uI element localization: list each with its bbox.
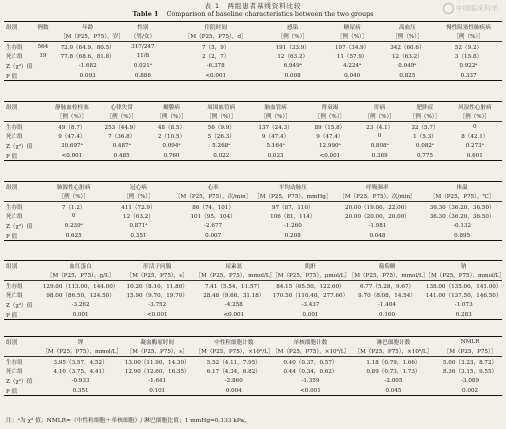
header-cell xyxy=(4,112,49,122)
table-cell: 138.00（135.00，141.00） xyxy=(425,283,502,290)
table-cell: -3.437 xyxy=(301,301,320,308)
table-cell: 3（15.8） xyxy=(454,54,483,61)
table-cell: 141.00（137.50，146.50） xyxy=(425,293,502,300)
header-cell xyxy=(4,32,26,42)
table-cell: 11（57.9） xyxy=(336,54,368,61)
table-cell: 101（95，104） xyxy=(190,214,236,221)
header-row xyxy=(4,192,502,202)
header-cell: 中性粒细胞计数 xyxy=(214,339,254,346)
table-cell: 9（47.4） xyxy=(261,134,290,141)
row-label: P 值 xyxy=(6,233,18,240)
table-cell: 2（10.5） xyxy=(157,134,186,141)
table-block-3 xyxy=(4,181,502,241)
header-cell: 葡萄糖 xyxy=(378,263,396,270)
table-cell: 56（9.9） xyxy=(207,124,235,131)
table-row xyxy=(4,231,502,241)
table-cell: 0.625 xyxy=(65,232,82,239)
table-cell: -1.981 xyxy=(368,222,387,229)
table-cell: 7（5，9） xyxy=(201,44,230,51)
header-cell: ［M（P25，P75），s］ xyxy=(126,349,188,356)
table-cell: 9（47.4） xyxy=(58,134,86,141)
table-row xyxy=(4,71,502,81)
header-cell xyxy=(4,271,42,281)
table-cell: 0.023 xyxy=(267,152,284,159)
table-title-cn: 表 1 两组患者基线资料比较 xyxy=(204,2,302,10)
header-cell: 心率 xyxy=(207,184,219,191)
table-cell: -2.860 xyxy=(224,377,243,384)
header-cell: 糖尿病 xyxy=(343,24,361,31)
table-cell: 77.8（68.6，81.8） xyxy=(60,54,115,61)
table-cell: 23（4.1） xyxy=(366,124,394,131)
table-cell: 52（9.2） xyxy=(454,44,483,51)
header-cell: 风湿性心脏病 xyxy=(458,104,492,111)
table-cell: 30.697ᵃ xyxy=(61,142,83,149)
table-cell: 7（36.8） xyxy=(108,134,136,141)
header-cell xyxy=(4,347,42,357)
table-cell: 12.990ᵃ xyxy=(319,142,341,149)
table-cell: -1.359 xyxy=(301,377,320,384)
header-cell: 体温 xyxy=(456,184,468,191)
table-cell: 5（26.3） xyxy=(207,134,235,141)
header-cell: ［例（%）］ xyxy=(453,34,484,41)
table-cell: 8（42.1） xyxy=(461,134,489,141)
header-cell xyxy=(4,192,44,202)
table-cell: 36.30（36.20，36.50） xyxy=(429,214,495,221)
table-cell: 0.922ᵃ xyxy=(459,62,478,69)
table-cell: 0.871ᵃ xyxy=(129,222,148,229)
table-cell: -3.089 xyxy=(461,377,479,384)
header-cell: ［M（P25，P75），g/L］ xyxy=(46,273,115,280)
header-cell: ［M（P25，P75），℃］ xyxy=(429,194,495,201)
table-cell: 7.41（5.54，11.57） xyxy=(204,283,263,290)
table-cell: 12（63.2） xyxy=(277,54,309,61)
header-cell: 周围血管病 xyxy=(207,104,236,111)
table-cell: 4.10（3.75，4.41） xyxy=(53,369,108,376)
table-cell: 0.760 xyxy=(163,152,180,159)
table-cell: 84.15（65.50，122.60） xyxy=(276,283,345,290)
header-row xyxy=(4,271,502,281)
table-cell: 0.239ᵃ xyxy=(64,222,83,229)
header-cell: 感染 xyxy=(287,24,299,31)
table-cell: -2.005 xyxy=(384,377,403,384)
header-cell: NMLR xyxy=(460,338,480,345)
table-cell: 342（60.6） xyxy=(390,44,425,51)
header-cell: ［例（%）］ xyxy=(156,114,187,121)
table-cell: -3.752 xyxy=(148,301,167,308)
table-cell: 0.351 xyxy=(72,387,89,394)
table-row xyxy=(4,51,502,61)
header-cell: ［M（P25，P75），mmol/L］ xyxy=(348,273,429,280)
table-row xyxy=(4,281,502,291)
header-cell: ［M（P25，P75），mmHg］ xyxy=(254,194,332,201)
header-cell: 凝血酶原时间 xyxy=(140,339,174,346)
table-cell: -0.132 xyxy=(453,222,472,229)
header-cell: 脑血管病 xyxy=(264,104,287,111)
header-cell: 年龄 xyxy=(82,24,94,31)
table-cell: 0 xyxy=(377,133,382,140)
header-cell xyxy=(26,32,60,42)
header-cell: 住院时间 xyxy=(204,24,227,31)
table-row xyxy=(4,357,502,367)
table-row xyxy=(4,131,502,141)
header-cell: ［例（%）］ xyxy=(392,34,423,41)
table-row xyxy=(4,141,502,151)
table-cell: 0.337 xyxy=(460,72,477,79)
table-cell: 0.895 xyxy=(454,232,471,239)
table-cell: 11/8 xyxy=(136,53,150,60)
table-cell: 564 xyxy=(37,43,49,50)
header-cell: 肺源性心脏病 xyxy=(56,184,91,191)
table-cell: 6.17（4.34，6.82） xyxy=(206,369,261,376)
table-cell: 5.268ᵃ xyxy=(212,142,231,149)
table-block-4 xyxy=(4,260,505,320)
table-cell: 5.00（3.23，8.72） xyxy=(442,359,498,366)
table-cell: 191（33.9） xyxy=(275,44,310,51)
table-cell: 0.160 xyxy=(379,311,396,318)
table-cell: 106（81，114） xyxy=(270,214,316,221)
header-cell: 例数 xyxy=(37,24,49,31)
table-cell: <0.001 xyxy=(319,152,341,159)
table-row xyxy=(4,310,502,320)
row-label: 生存组 xyxy=(6,124,23,131)
table-cell: 13.00（11.90，14.30） xyxy=(124,359,190,366)
table-cell: 2（2，7） xyxy=(201,54,230,61)
header-cell: ［例（%）］ xyxy=(56,114,88,121)
table-row xyxy=(4,202,502,212)
table-cell: 0.775 xyxy=(416,152,433,159)
header-cell: 平均动脉压 xyxy=(278,184,307,191)
table-block-2 xyxy=(4,101,502,161)
header-cell: 组别 xyxy=(6,263,18,270)
table-cell: 197（34.9） xyxy=(334,44,370,51)
table-cell: -1.073 xyxy=(454,301,473,308)
header-cell: ［例（%）］ xyxy=(260,114,291,121)
table-cell: 98.00（86.50，124.50） xyxy=(46,293,115,300)
table-cell: 86（74，101） xyxy=(192,204,234,211)
table-cell: 0.008 xyxy=(284,72,301,79)
row-label: 死亡组 xyxy=(6,369,23,376)
table-cell: 5.164ᵃ xyxy=(266,142,285,149)
table-cell: -1.641 xyxy=(148,377,167,384)
table-cell: 48（8.5） xyxy=(157,124,186,131)
header-cell: 组别 xyxy=(6,184,18,191)
table-cell: 20.00（20.00，20.00） xyxy=(345,214,410,221)
watermark-text: 中国临床科学 xyxy=(456,4,498,13)
table-cell: 0.485 xyxy=(113,152,130,159)
table-cell: 0.283 xyxy=(455,311,472,318)
header-cell: ［例（%）］ xyxy=(364,114,395,121)
table-cell: 0.049ᵃ xyxy=(398,62,417,69)
table-cell: -3.262 xyxy=(71,301,90,308)
header-cell: ［M（P25，P75），mmol/L］ xyxy=(42,349,122,356)
table-cell: 5.52（4.11，7.95） xyxy=(206,359,261,366)
table-cell: 0.808ᵃ xyxy=(370,142,389,149)
table-cell: 6.77（5.28，9.67） xyxy=(359,283,415,290)
row-label: Z（χ²）值 xyxy=(6,63,33,70)
header-row xyxy=(4,32,502,42)
table-cell: 0.369 xyxy=(371,152,388,159)
table-cell: 49（8.7） xyxy=(58,124,86,131)
header-cell: ［例（%）］ xyxy=(106,114,137,121)
table-cell: 1（5.3） xyxy=(413,134,437,141)
table-cell: 15.90（9.70，19.70） xyxy=(126,293,188,300)
table-cell: <0.001 xyxy=(146,311,168,318)
row-label: 生存组 xyxy=(6,283,23,290)
header-cell: 慢性阻塞性肺疾病 xyxy=(446,24,491,31)
table-cell: 4.224ᵃ xyxy=(343,62,362,69)
table-cell: 0.094ᵃ xyxy=(162,142,181,149)
table-cell: 0.601 xyxy=(466,152,483,159)
row-label: 生存组 xyxy=(6,44,23,51)
table-cell: 137（24.3） xyxy=(258,124,293,131)
table-cell: -2.677 xyxy=(204,222,223,229)
header-row xyxy=(4,22,502,32)
table-cell: 0.351 xyxy=(130,232,147,239)
table-cell: 28.48（9.66，31.18） xyxy=(203,293,265,300)
table-cell: 32（5.7） xyxy=(411,124,439,131)
table-cell: 12.90（12.60，16.35） xyxy=(124,369,190,376)
header-cell: ［M（P25，P75），×10⁹/L］ xyxy=(195,349,274,356)
header-cell: 肝活子问腺 xyxy=(143,263,172,270)
header-cell: ［例（%）］ xyxy=(336,34,368,41)
header-row xyxy=(4,347,502,357)
table-cell: 0.89（0.73，1.73） xyxy=(366,369,421,376)
table-footnote: 注：ᵃ为 χ² 值；NMLR=（中性粒细胞＋单核细胞）/ 淋巴细胞比值；1 mmHg=0.133 kPa。 xyxy=(6,418,250,424)
table-cell: 3.95（3.57，4.52） xyxy=(53,359,108,366)
header-cell: 组别 xyxy=(6,104,18,111)
table-cell: 0.44（0.34，0.62） xyxy=(283,369,338,376)
row-label: 死亡组 xyxy=(6,54,23,61)
header-cell: ［M（P25，P75），次/min］ xyxy=(174,194,252,201)
table-cell: 72.9（64.9，80.5） xyxy=(60,44,115,51)
table-row xyxy=(4,300,502,310)
table-cell: 0.208 xyxy=(284,232,301,239)
table-cell: -6.378 xyxy=(206,62,225,69)
table-cell: 0.082ᵃ xyxy=(415,142,435,149)
header-cell: ［例（%）］ xyxy=(206,114,237,121)
table-cell: 0.048 xyxy=(369,232,386,239)
header-cell: 淋巴细胞计数 xyxy=(376,339,411,346)
table-cell: <0.001 xyxy=(205,72,227,79)
table-cell: 0.101 xyxy=(149,387,166,394)
header-cell: 钾 xyxy=(77,339,84,346)
header-row xyxy=(4,261,502,271)
table-cell: 0.007 xyxy=(205,232,222,239)
table-cell: -0.933 xyxy=(71,377,90,384)
table-cell: 9（47.4） xyxy=(316,134,344,141)
header-cell: 性别 xyxy=(137,24,149,31)
header-cell: 肌酐 xyxy=(304,263,317,270)
table-cell: 253（44.9） xyxy=(104,124,139,131)
table-row xyxy=(4,151,502,161)
table-cell: 0.045 xyxy=(385,387,402,394)
row-label: P 值 xyxy=(6,153,18,160)
table-cell: -1.682 xyxy=(78,62,97,69)
header-cell: 钠 xyxy=(460,263,467,270)
table-cell: 10.20（8.10，11.80） xyxy=(126,283,188,290)
table-cell: 1.18（0.79，1.66） xyxy=(366,359,421,366)
watermark xyxy=(443,3,498,14)
header-cell: 呼吸频率 xyxy=(366,184,389,191)
table-cell: 6.949ᵃ xyxy=(283,62,302,69)
table-cell: 0.002 xyxy=(462,387,479,394)
table-cell: 0 xyxy=(71,213,76,220)
table-cell: 0.001 xyxy=(302,311,319,318)
header-cell: ［例（%）］ xyxy=(58,194,89,201)
table-cell: 0.021ᵃ xyxy=(133,62,152,69)
table-cell: 0.273ᵃ xyxy=(465,142,484,149)
header-cell: ［M（P25，P75），岁］ xyxy=(60,34,124,41)
table-cell: 12（63.2） xyxy=(392,54,423,61)
row-label: P 值 xyxy=(6,388,18,395)
header-row xyxy=(4,112,502,122)
header-cell: ［M（P25，P75），×10⁹/L］ xyxy=(272,349,351,356)
header-cell: ［例（%）］ xyxy=(314,114,346,121)
header-cell: ［M（P25，P75），次/min］ xyxy=(339,194,416,201)
row-label: Z（χ²）值 xyxy=(6,223,33,230)
table-cell: <0.001 xyxy=(223,311,245,318)
table-row xyxy=(4,290,502,300)
table-cell: 89（15.8） xyxy=(314,124,346,131)
row-label: 死亡组 xyxy=(6,293,23,300)
table-row xyxy=(4,42,502,52)
row-label: 死亡组 xyxy=(6,134,23,141)
header-cell: 血红蛋白 xyxy=(69,263,92,270)
header-cell: 组别 xyxy=(6,24,18,31)
table-block-1 xyxy=(4,21,502,81)
watermark-logo-icon xyxy=(443,3,454,14)
header-row xyxy=(4,102,502,112)
table-cell: 97（87，110） xyxy=(271,204,314,211)
header-cell: 静脉血栓栓塞 xyxy=(55,104,89,111)
table-title-en-text: Comparison of baseline characteristics between the two groups xyxy=(166,10,374,18)
header-cell: 组别 xyxy=(6,339,18,346)
table-cell: 0.001 xyxy=(72,311,89,318)
header-cell: ［例（%）］ xyxy=(409,114,441,121)
header-row xyxy=(4,182,502,192)
row-label: Z（χ²）值 xyxy=(6,143,33,150)
table-cell: 0 xyxy=(473,123,477,130)
header-cell: ［M（P25，P75），mmol/L］ xyxy=(425,273,505,280)
table-cell: 19 xyxy=(39,53,47,60)
table-title-en xyxy=(0,10,506,18)
header-cell: ［M（P25，P75），d］ xyxy=(184,34,247,41)
header-cell: 单核细胞计数 xyxy=(293,339,328,346)
header-cell: ［M（P25，P75），mmol/L］ xyxy=(195,273,276,280)
row-label: P 值 xyxy=(6,73,18,80)
header-cell: ［M（P25，P75），×10⁹/L］ xyxy=(354,349,433,356)
table-cell: 8.36（3.15，9.55） xyxy=(442,369,498,376)
table-cell: 0.093 xyxy=(79,72,96,79)
header-cell: ［例（%）］ xyxy=(459,114,491,121)
table-cell: 129.00（113.00，144.00） xyxy=(42,283,119,290)
table-row xyxy=(4,366,502,376)
header-cell: ［M（P25，P75）］ xyxy=(443,349,497,356)
header-cell: （男/女） xyxy=(130,34,156,41)
table-cell: 7（1.2） xyxy=(61,204,86,211)
row-label: Z（χ²）值 xyxy=(6,378,33,385)
table-cell: 0.40（0.37，0.57） xyxy=(283,359,338,366)
header-row xyxy=(4,337,502,347)
table-row xyxy=(4,376,502,386)
header-cell: 心律失常 xyxy=(110,104,133,111)
table-cell: 317/247 xyxy=(131,43,155,50)
table-row xyxy=(4,386,502,396)
table-cell: -1.404 xyxy=(378,301,396,308)
table-cell: -1.260 xyxy=(283,222,302,229)
table-cell: 0.825 xyxy=(399,72,416,79)
table-cell: 0.040 xyxy=(344,72,361,79)
row-label: Z（χ²）值 xyxy=(6,302,33,309)
table-cell: 0.886 xyxy=(134,72,151,79)
header-cell: 瓣膜病 xyxy=(163,104,180,111)
table-cell: 36.30（36.20，36.50） xyxy=(429,204,495,211)
header-cell: 冠心病 xyxy=(130,184,147,191)
row-label: 生存组 xyxy=(6,359,23,366)
header-cell: 肾衰竭 xyxy=(321,104,339,111)
table-cell: 0.487ᵃ xyxy=(112,142,131,149)
table-cell xyxy=(26,71,60,81)
header-cell: ［M（P25，P75），μmol/L］ xyxy=(272,273,351,280)
table-row xyxy=(4,122,502,132)
row-label: 死亡组 xyxy=(6,214,23,221)
row-label: 生存组 xyxy=(6,204,23,211)
header-cell: 尿素氮 xyxy=(225,263,243,270)
header-cell: 肥胖症 xyxy=(416,104,434,111)
table-row xyxy=(4,61,502,71)
table-cell: 170.50（110.40，277.60） xyxy=(272,293,349,300)
header-cell: ［例（%）］ xyxy=(277,34,308,41)
table-cell: <0.001 xyxy=(300,387,321,394)
table-row xyxy=(4,221,502,231)
table-row xyxy=(4,211,502,221)
header-cell: 肝病 xyxy=(374,104,386,111)
table-label: Table 1 xyxy=(132,10,159,18)
row-label: P 值 xyxy=(6,312,18,319)
table-cell: 411（72.9） xyxy=(121,204,156,211)
table-cell: 9.70（8.08，14.54） xyxy=(358,293,416,300)
header-cell: ［M（P25，P75），s］ xyxy=(126,273,188,280)
table-cell: -4.258 xyxy=(224,301,243,308)
header-cell: 高血压 xyxy=(398,24,416,31)
table-cell: 0.022 xyxy=(213,152,230,159)
table-cell: <0.001 xyxy=(61,152,83,159)
table-block-5 xyxy=(4,336,502,396)
table-cell: 0.004 xyxy=(225,387,242,394)
table-cell: 20.00（19.00，22.00） xyxy=(345,204,410,211)
header-cell: ［例（%）］ xyxy=(123,194,154,201)
table-cell: 12（63.2） xyxy=(123,214,154,221)
